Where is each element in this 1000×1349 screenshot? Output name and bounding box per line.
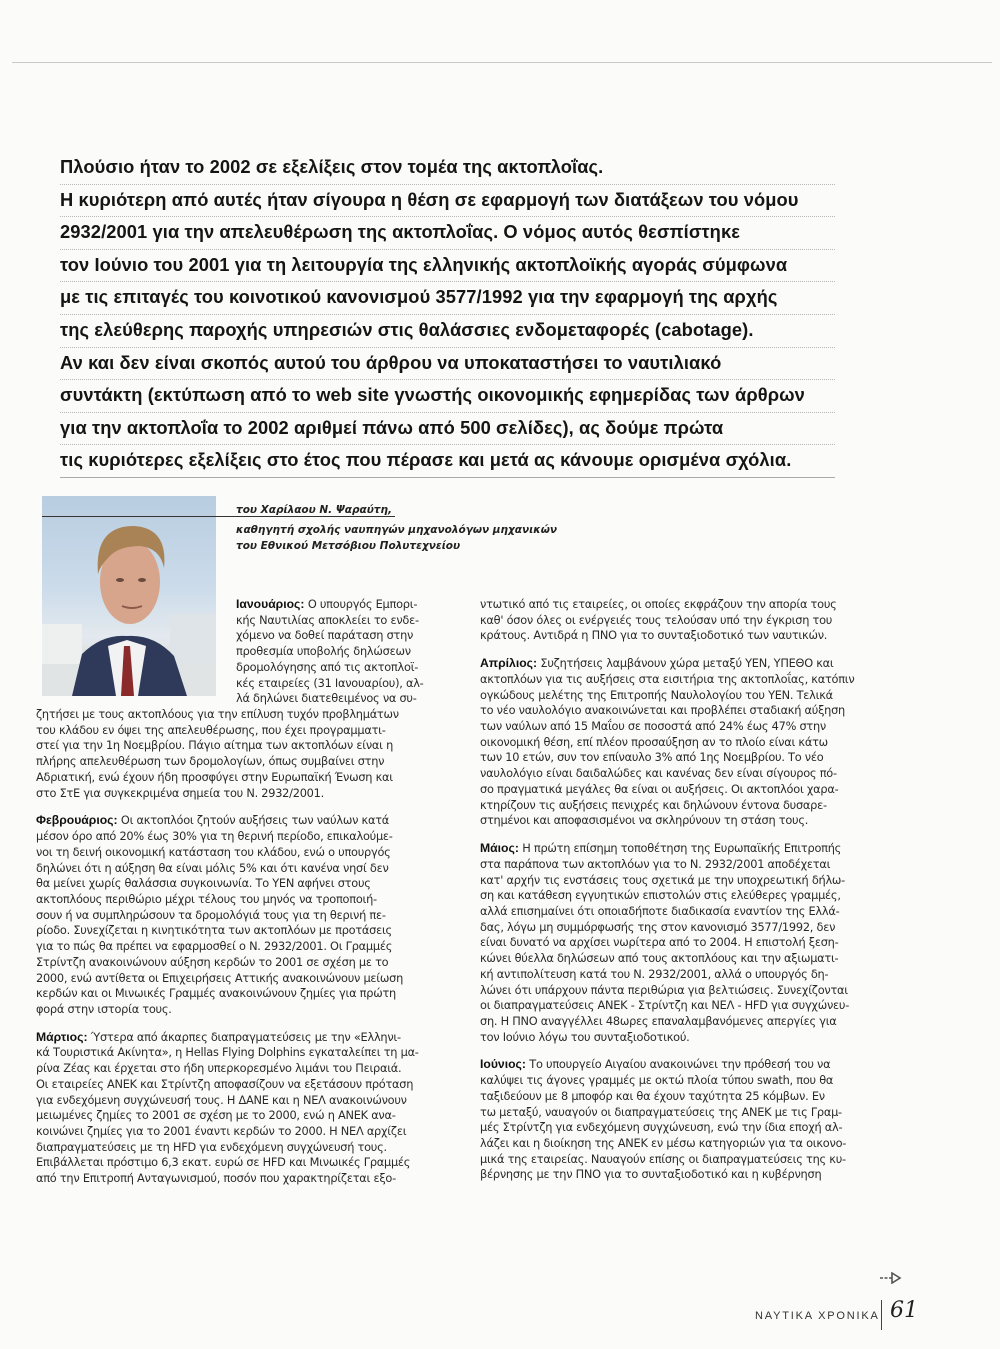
line-text: κοινώνει ζημίες για το 2001 έναντι κερδών το 2000. Η ΝΕΛ αρχίζει <box>36 1124 407 1138</box>
text-line <box>36 786 424 802</box>
text-line <box>480 841 854 857</box>
line-text: αλλά επισημαίνει ότι οποιαδήποτε διαδικασία εναντίον της Ελλά- <box>480 903 840 918</box>
intro-text <box>60 152 835 478</box>
line-text: φορά στην ιστορία τους. <box>36 1001 172 1016</box>
line-text: οικονομική θέση, επί πλέον προσαύξηση αν το πλοίο είναι κάτω <box>480 734 828 749</box>
text-line <box>36 939 424 955</box>
text-line <box>480 920 854 936</box>
text-line <box>480 1073 854 1089</box>
line-text: μικά της εταιρείας. Ναυαγούν επίσης οι διαπραγματεύσεις της κυ- <box>480 1151 846 1166</box>
line-text: ντωτικό από τις εταιρείες, οι οποίες εκφράζουν την απορία τους <box>480 597 837 611</box>
text-line <box>36 971 424 987</box>
line-text: καθ' όσον όλες οι ενέργειές τους τελούσαν υπό την έγκριση του <box>480 612 833 627</box>
text-line <box>236 628 424 644</box>
line-text: των 10 ετών, συν τον επίναυλο 3% από 1ης Νοεμβρίου. Το νέο <box>480 750 824 765</box>
text-line <box>236 691 424 707</box>
intro-line: για την ακτοπλοΐα το 2002 αριθμεί πάνω από 500 σελίδες), ας δούμε πρώτα <box>60 413 835 446</box>
line-text: δηλώνει ότι η αύξηση θα είναι μόλις 5% και ότι κανένα νησί δεν <box>36 860 389 875</box>
text-line <box>36 1140 424 1156</box>
text-line <box>480 1120 854 1136</box>
footer-separator <box>881 1300 882 1330</box>
paragraph-gap <box>36 801 424 813</box>
right-column <box>480 597 854 1183</box>
line-text: Οι εταιρείες ΑΝΕΚ και Στρίντζη αποφασίζουν να εξετάσουν πρόταση <box>36 1076 414 1091</box>
byline <box>236 502 656 554</box>
line-text: ρίοδο. Συνεχίζεται η κινητικότητα των ακτοπλόων με προτάσεις <box>36 923 392 938</box>
intro-line: Η κυριότερη από αυτές ήταν σίγουρα η θέση σε εφαρμογή των διατάξεων του νόμου <box>60 185 835 218</box>
line-text: είναι δυνατό να αρχίσει νωρίτερα από το 2004. Η επιστολή ξεση- <box>480 935 839 950</box>
text-line <box>36 1077 424 1093</box>
line-text: Συζητήσεις λαμβάνουν χώρα μεταξύ ΥΕΝ, ΥΠΕΘΟ και <box>537 656 834 671</box>
text-line <box>480 1089 854 1105</box>
magazine-name: ΝΑΥΤΙΚΑ ΧΡΟΝΙΚΑ <box>755 1310 880 1322</box>
line-text: λάζει και η διοίκηση της ΑΝΕΚ εν μέσω κατηγοριών για τα οικονο- <box>480 1136 847 1150</box>
line-text: κερδών και οι Μινωικές Γραμμές ανακοινώνουν ζημίες για πρώτη <box>36 986 396 1001</box>
line-text: Η πρώτη επίσημη τοποθέτηση της Ευρωπαϊκής Επιτροπής <box>518 841 842 856</box>
text-line <box>480 1014 854 1030</box>
text-line <box>480 703 854 719</box>
line-text: χόμενο να δοθεί παράταση στην <box>236 628 414 643</box>
line-text: στα παράπονα των ακτοπλόων για το Ν. 2932/2001 αποδέχεται <box>480 856 831 871</box>
page-number: 61 <box>890 1298 918 1323</box>
line-text: ακτοπλόους περιθώριο μέχρι τέλους του μηνός να τροποποιή- <box>36 891 377 906</box>
text-line <box>480 951 854 967</box>
text-line <box>36 845 424 861</box>
line-text: στο ΣτΕ για συγκεκριμένα σημεία του Ν. 2932/2001. <box>36 785 324 800</box>
text-line <box>480 1030 854 1046</box>
text-line <box>36 1155 424 1171</box>
line-text: μειωμένες ζημίες το 2001 σε σχέση με το 2000, ενώ η ΑΝΕΚ ανα- <box>36 1108 396 1123</box>
text-line <box>236 597 424 613</box>
line-text: Αδριατική, ενώ έχουν ήδη προσφύγει στην Ευρωπαϊκή Ένωση και <box>36 769 393 784</box>
text-line <box>36 1171 424 1187</box>
text-line <box>480 656 854 672</box>
text-line <box>480 967 854 983</box>
line-text: των ναύλων από 15 Μαΐου σε ποσοστά από 24% έως 47% στην <box>480 719 827 734</box>
author-photo <box>42 496 216 696</box>
text-line <box>480 1057 854 1073</box>
line-text: ταξιδεύουν με 8 μποφόρ και θα έχουν ταχύτητα 25 κόμβων. Εν <box>480 1088 825 1103</box>
line-text: ναυλολόγιο είναι δαιδαλώδες και κανένας δεν είναι σίγουρος πό- <box>480 766 837 781</box>
line-text: Ο υπουργός Εμπορι- <box>304 597 418 611</box>
intro-line: 2932/2001 για την απελευθέρωση της ακτοπλοΐας. Ο νόμος αυτός θεσπίστηκε <box>60 217 835 250</box>
intro-line: συντάκτη (εκτύπωση από το web site γνωστής οικονομικής εφημερίδας των άρθρων <box>60 380 835 413</box>
line-text: Επιβάλλεται πρόστιμο 6,3 εκατ. ευρώ σε HFD και Μινωικές Γραμμές <box>36 1155 411 1170</box>
intro-line: τον Ιούνιο του 2001 για τη λειτουργία της ελληνικής ακτοπλοϊκής αγοράς σύμφωνα <box>60 250 835 283</box>
line-text: θα μείνει χωρίς θαλάσσια συγκοινωνία. Το ΥΕΝ αφήνει στους <box>36 876 371 891</box>
text-line <box>36 1002 424 1018</box>
line-text: προθεσμία υποβολής δηλώσεων <box>236 644 411 659</box>
text-line <box>236 660 424 676</box>
month-heading: Απρίλιος: <box>480 656 538 671</box>
line-text: τον Ιούνιο λόγω του συνταξιοδοτικού. <box>480 1029 690 1044</box>
line-text: μέσον όρο από 20% έως 30% για τη θερινή περίοδο, επικαλούμε- <box>36 829 393 844</box>
text-line <box>36 923 424 939</box>
line-text: ζητήσει με τους ακτοπλόους για την επίλυση τυχόν προβλημάτων <box>36 707 399 722</box>
text-line <box>36 754 424 770</box>
text-line <box>36 955 424 971</box>
page-footer <box>752 1300 967 1330</box>
paragraph-gap <box>480 644 854 656</box>
month-heading: Μάιος: <box>480 841 519 856</box>
paragraph-gap <box>480 829 854 841</box>
line-text: ογκώδους μελέτης της Επιτροπής Ναυλολογίου του ΥΕΝ. Τελικά <box>480 687 833 702</box>
line-text: για το πώς θα πρέπει να εφαρμοσθεί ο Ν. 2932/2001. Οι Γραμμές <box>36 939 393 954</box>
line-text: νοι τη δεινή οικονομική κατάσταση του κλάδου, ενώ ο υπουργός <box>36 844 391 859</box>
line-text: σουν ή να συμπληρώσουν τα δρομολόγιά τους για τη θερινή πε- <box>36 907 386 922</box>
month-heading: Ιανουάριος: <box>236 597 305 611</box>
intro-line: Αν και δεν είναι σκοπός αυτού του άρθρου να υποκαταστήσει το ναυτιλιακό <box>60 348 835 381</box>
text-line <box>36 908 424 924</box>
text-line <box>480 735 854 751</box>
line-text: σο πραγματικά μεγάλες θα είναι οι αυξήσεις. Οι ακτοπλόοι χαρα- <box>480 781 839 796</box>
text-line <box>480 857 854 873</box>
line-text: κτηρίζουν τις αυξήσεις πενιχρές και δηλώνουν έντονα δυσαρε- <box>480 797 827 812</box>
text-line <box>480 750 854 766</box>
intro-line: με τις επιταγές του κοινοτικού κανονισμού 3577/1992 για την εφαρμογή της αρχής <box>60 282 835 315</box>
text-line <box>480 873 854 889</box>
text-line <box>36 738 424 754</box>
text-line <box>480 904 854 920</box>
text-line <box>480 1136 854 1152</box>
top-rule <box>12 62 992 63</box>
line-text: δρομολόγησης από τις ακτοπλοϊ- <box>236 659 419 674</box>
month-heading: Ιούνιος: <box>480 1057 526 1072</box>
line-text: Στρίντζη ανακοινώνουν αύξηση κερδών το 2001 σε σχέση με το <box>36 954 389 969</box>
line-text: οι διαπραγματεύσεις ΑΝΕΚ - Στρίντζη και ΝΕΛ - HFD για συγχώνευ- <box>480 998 850 1013</box>
text-line <box>236 676 424 692</box>
text-line <box>480 613 854 629</box>
line-text: πλήρης απελευθέρωση των δρομολογίων, όπως συμβαίνει στην <box>36 754 385 769</box>
line-text: λώνει ότι υπάρχουν πάντα περιθώρια για βελτιώσεις. Συνεχίζονται <box>480 982 848 997</box>
text-line <box>36 892 424 908</box>
line-text: Το υπουργείο Αιγαίου ανακοινώνει την πρόθεσή του να <box>525 1057 831 1072</box>
line-text: 2000, ενώ αντίθετα οι Επιχειρήσεις Αττικής ανακοινώνουν μείωση <box>36 970 404 985</box>
line-text: το νέο ναυλολόγιο ανακοινώνεται και προβλέπει σταδιακή αύξηση <box>480 703 845 718</box>
text-line <box>480 998 854 1014</box>
text-line <box>36 1093 424 1109</box>
text-line <box>36 829 424 845</box>
text-line <box>36 1124 424 1140</box>
intro-line: Πλούσιο ήταν το 2002 σε εξελίξεις στον τομέα της ακτοπλοΐας. <box>60 152 835 185</box>
line-text: μές Στρίντζη για ενδεχόμενη συγχώνευση, ενώ την ίδια εποχή αλ- <box>480 1120 843 1135</box>
author-name: του Χαρίλαου Ν. Ψαραύτη, <box>236 504 392 516</box>
line-text: ση και κατάθεση εγγυητικών επιστολών στις ελεύθερες γραμμές, <box>480 888 841 903</box>
text-line <box>480 628 854 644</box>
text-line <box>480 813 854 829</box>
line-text: δας, λόγω μη συμμόρφωσής της στον κανονισμό 3577/1992, δεν <box>480 919 836 934</box>
text-line <box>480 1167 854 1183</box>
text-line <box>480 1105 854 1121</box>
text-line <box>36 1061 424 1077</box>
intro-line: της ελεύθερης παροχής υπηρεσιών στις θαλάσσιες ενδομεταφορές (cabotage). <box>60 315 835 348</box>
text-line <box>480 688 854 704</box>
text-line <box>480 719 854 735</box>
continue-arrow-icon <box>880 1272 902 1284</box>
text-line <box>480 888 854 904</box>
text-line <box>36 723 424 739</box>
line-text: καλύψει τις άγονες γραμμές με οκτώ πλοία τύπου swath, που θα <box>480 1073 834 1088</box>
text-line <box>36 876 424 892</box>
text-line <box>36 1045 424 1061</box>
line-text: ρίνα Ζέας και έρχεται στο ήδη υπερκορεσμένο λιμάνι του Πειραιά. <box>36 1061 402 1076</box>
text-line <box>480 1152 854 1168</box>
text-line <box>36 986 424 1002</box>
text-line <box>480 798 854 814</box>
author-title: καθηγητή σχολής ναυπηγών μηχανολόγων μηχανικών <box>236 524 557 536</box>
text-line <box>480 782 854 798</box>
line-text: του κλάδου εν όψει της απελευθέρωσης, που έχει προγραμματι- <box>36 722 386 737</box>
line-text: για ενδεχόμενη συγχώνευσή τους. Η ΔΑΝΕ και η ΝΕΛ ανακοινώνουν <box>36 1092 407 1107</box>
text-line <box>36 1108 424 1124</box>
month-heading: Μάρτιος: <box>36 1029 88 1044</box>
line-text: βέρνησης με την ΠΝΟ για το συνταξιοδοτικό και η κυβέρνηση <box>480 1167 822 1182</box>
month-heading: Φεβρουάριος: <box>36 813 118 828</box>
line-text: κράτους. Αντιδρά η ΠΝΟ για το συνταξιοδοτικό των ναυτικών. <box>480 628 828 643</box>
paragraph-gap <box>36 1018 424 1030</box>
text-line <box>36 770 424 786</box>
line-text: κατ' αρχήν τις ενστάσεις τους σχετικά με την υποχρεωτική δήλω- <box>480 872 846 887</box>
text-line <box>236 644 424 660</box>
text-line <box>480 672 854 688</box>
text-line <box>36 707 424 723</box>
paragraph-gap <box>480 1045 854 1057</box>
line-text: ση. Η ΠΝΟ αναγγέλλει 48ωρες επαναλαμβανόμενες απεργίες για <box>480 1013 837 1028</box>
line-text: Οι ακτοπλόοι ζητούν αυξήσεις των ναύλων κατά <box>117 813 389 828</box>
text-line <box>36 861 424 877</box>
line-text: ακτοπλόων για τις αυξήσεις στα εισιτήρια της ακτοπλοΐας, κατόπιν <box>480 671 855 686</box>
line-text: από την Επιτροπή Ανταγωνισμού, ποσόν που χαρακτηρίζεται εξο- <box>36 1171 396 1186</box>
text-line <box>480 935 854 951</box>
text-line <box>480 983 854 999</box>
line-text: κής Ναυτιλίας αποκλείει το ενδε- <box>236 612 419 627</box>
text-line <box>36 1030 424 1046</box>
text-line <box>480 766 854 782</box>
line-text: στεί για την 1η Νοεμβρίου. Πάγιο αίτημα των ακτοπλόων είναι η <box>36 738 394 753</box>
line-text: τω μεταξύ, ναυαγούν οι διαπραγματεύσεις της ΑΝΕΚ με τις Γραμ- <box>480 1104 842 1119</box>
left-column <box>36 597 424 1187</box>
line-text: κές εταιρείες (31 Ιανουαρίου), αλ- <box>236 675 424 690</box>
text-line <box>480 597 854 613</box>
line-text: λά δηλώνει διατεθειμένος να συ- <box>236 691 417 706</box>
intro-line: τις κυριότερες εξελίξεις στο έτος που πέρασε και μετά ας κάνουμε ορισμένα σχόλια. <box>60 445 835 478</box>
text-line <box>236 613 424 629</box>
text-line <box>36 813 424 829</box>
line-text: κά Τουριστικά Ακίνητα», η Hellas Flying Dolphins εγκαταλείπει τη μα- <box>36 1045 419 1060</box>
line-text: στημένοι και αποφασισμένοι να σκληρύνουν τη στάση τους. <box>480 813 809 828</box>
line-text: Ύστερα από άκαρπες διαπραγματεύσεις με την «Ελληνι- <box>87 1029 401 1044</box>
author-institution: του Εθνικού Μετσόβιου Πολυτεχνείου <box>236 540 461 552</box>
line-text: κή αντιπολίτευση κατά του Ν. 2932/2001, αλλά ο υπουργός δη- <box>480 966 829 981</box>
line-text: κώνει θύελλα δηλώσεων από τους ακτοπλόους και την αξιωματι- <box>480 951 839 966</box>
line-text: διαπραγματεύσεις με τη HFD για ενδεχόμενη συγχώνευσή τους. <box>36 1139 387 1154</box>
